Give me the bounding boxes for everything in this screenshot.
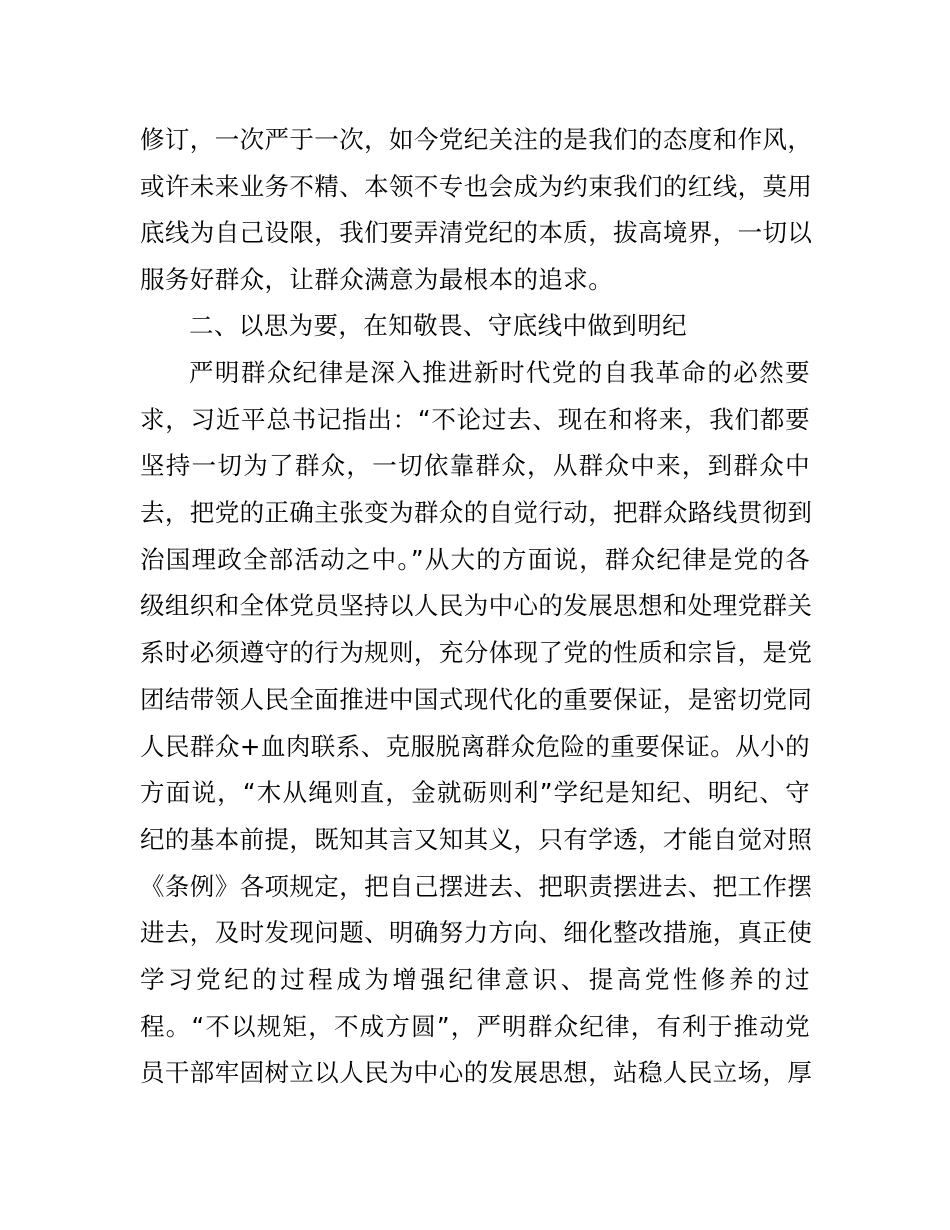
paragraph-2: [140, 350, 813, 1097]
section-heading-text: 二、以思为要，在知敬畏、守底线中做到明纪: [189, 311, 687, 340]
paragraph-line: 修订，一次严于一次，如今党纪关注的是我们的态度和作风，: [140, 125, 813, 154]
paragraph-line: 去，把党的正确主张变为群众的自觉行动，把群众路线贯彻到: [140, 498, 813, 528]
paragraph-line: 《条例》各项规定，把自己摆进去、把职责摆进去、把工作摆: [140, 871, 813, 901]
paragraph-line: 学习党纪的过程成为增强纪律意识、提高党性修养的过: [140, 964, 810, 994]
paragraph-line: 人民群众+血肉联系、克服脱离群众危险的重要保证。从小的: [140, 731, 810, 761]
paragraph-line: 求，习近平总书记指出：“不论过去、现在和将来，我们都要: [140, 404, 810, 434]
paragraph-line: 坚持一切为了群众，一切依靠群众，从群众中来，到群众中: [140, 451, 810, 481]
paragraph-line: 或许未来业务不精、本领不专也会成为约束我们的红线，莫用: [140, 171, 813, 201]
section-heading: [140, 303, 810, 350]
paragraph-line: 底线为自己设限，我们要弄清党纪的本质，拔高境界，一切以: [140, 218, 813, 248]
paragraph-1: [140, 117, 813, 304]
paragraph-line: 系时必须遵守的行为规则，充分体现了党的性质和宗旨，是党: [140, 638, 813, 668]
paragraph-line: 方面说，“木从绳则直，金就砺则利”学纪是知纪、明纪、守: [140, 778, 810, 808]
paragraph-line: 级组织和全体党员坚持以人民为中心的发展思想和处理党群关: [140, 591, 813, 621]
paragraph-line: 治国理政全部活动之中。”从大的方面说，群众纪律是党的各: [140, 544, 810, 574]
paragraph-line: 团结带领人民全面推进中国式现代化的重要保证，是密切党同: [140, 684, 813, 714]
paragraph-line: 进去，及时发现问题、明确努力方向、细化整改措施，真正使: [140, 918, 813, 948]
paragraph-line: 严明群众纪律是深入推进新时代党的自我革命的必然要: [189, 358, 810, 387]
paragraph-line: 服务好群众，让群众满意为最根本的追求。: [140, 265, 614, 295]
paragraph-line: 程。“不以规矩，不成方圆”，严明群众纪律，有利于推动党: [140, 1011, 810, 1041]
paragraph-line: 员干部牢固树立以人民为中心的发展思想，站稳人民立场，厚: [140, 1058, 813, 1088]
paragraph-line: 纪的基本前提，既知其言又知其义，只有学透，才能自觉对照: [140, 824, 813, 854]
